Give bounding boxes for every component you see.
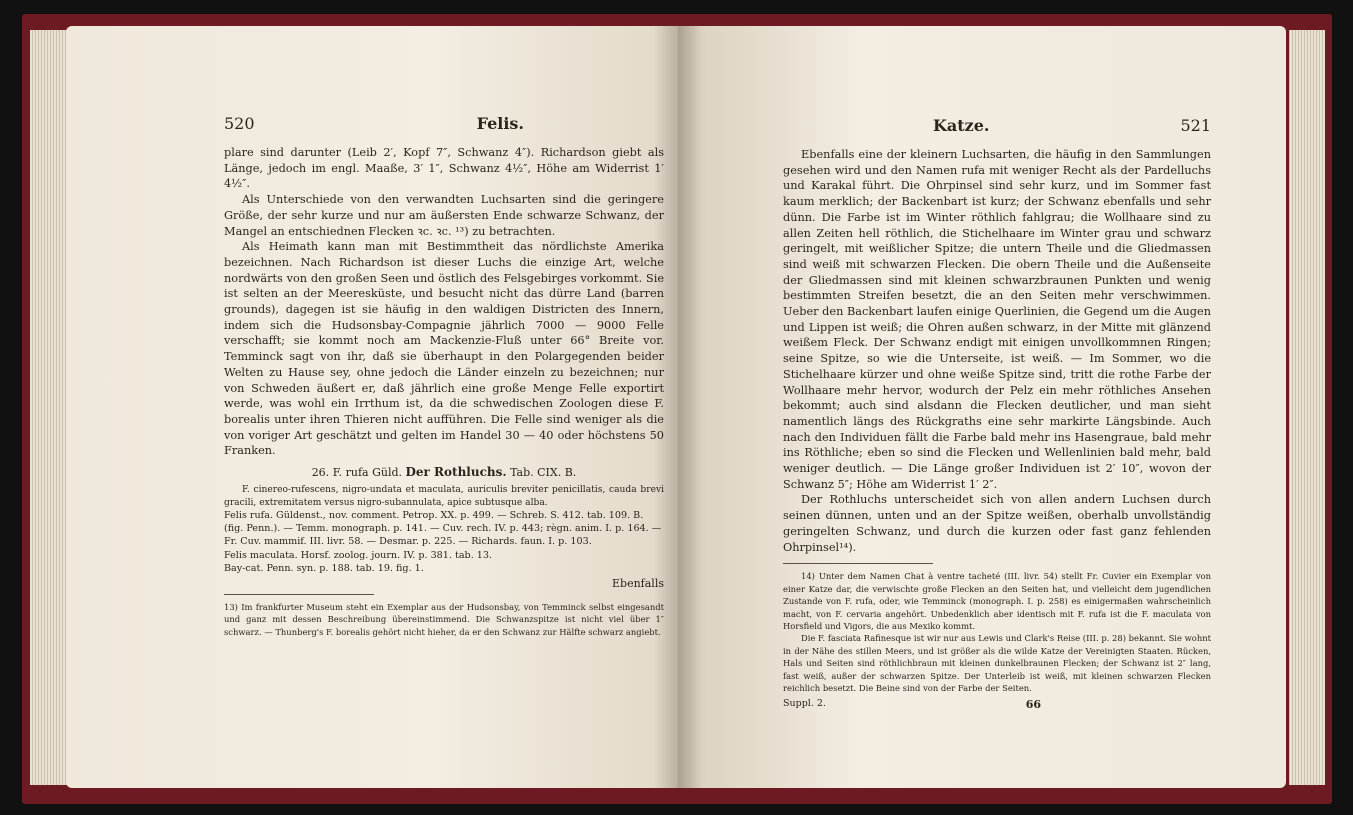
species-author: Güld. <box>372 466 403 480</box>
page-number: 521 <box>1180 116 1211 135</box>
page-number: 520 <box>224 114 255 133</box>
signature-mark: Suppl. 2. <box>783 698 826 710</box>
left-header <box>224 114 664 133</box>
species-latin: F. rufa <box>332 466 369 480</box>
species-german: Der Rothluchs. <box>405 465 507 480</box>
footnote-rule <box>224 594 374 595</box>
sheet-number: 66 <box>1025 698 1041 712</box>
footnote-rule <box>783 563 933 564</box>
synonym: Bay-cat. Penn. syn. p. 188. tab. 19. fig. 1. <box>224 562 424 574</box>
species-number: 26. <box>311 466 330 480</box>
diagnosis: F. cinereo-rufescens, nigro-undata et maculata, auriculis breviter penicillatis, cauda brevi gracili, extremitatem versus nigro-subannulata, apice subtusque alba. <box>224 485 664 508</box>
running-head: Katze. <box>933 116 990 135</box>
paragraph: Als Unterschiede von den verwandten Luchsarten sind die geringere Größe, der sehr kurze und nur am äußersten Ende schwarze Schwanz, der Mangel an entschiednen Flecken ꝛc. ꝛc. ¹³) zu betrachten. <box>224 193 664 238</box>
species-heading <box>224 465 664 479</box>
species-plate: Tab. CIX. B. <box>510 466 577 480</box>
synonym: Felis maculata. Horsf. zoolog. journ. IV. p. 381. tab. 13. <box>224 549 493 561</box>
paragraph: Als Heimath kann man mit Bestimmtheit das nördlichste Amerika bezeichnen. Nach Richardson ist dieser Luchs die einzige Art, welche nordwärts von den großen Seen und östlich des Felsgebirges vorkommt. Sie ist selten an der Meeresküste, und besucht nicht das dürre Land (barren grounds), dagegen ist sie häufig in den waldigen Districten des Innern, indem sich die Hudsonsbay-Compagnie jährlich 7000 — 9000 Felle verschafft; sie kommt noch am Mackenzie-Fluß unter 66° Breite vor. Temminck sagt von ihr, daß sie überhaupt in den Polargegenden beider Welten zu Hause sey, ohne jedoch die Länder einzeln zu bezeichnen; nur von Schweden äußert er, daß jährlich eine große Menge Felle exportirt werde, was wohl ein Irrthum ist, da die schwedischen Zoologen diese F. borealis unter ihren Thieren nicht aufführen. Die Felle sind weniger als die von voriger Art geschätzt und gelten im Handel 30 — 40 oder höchstens 50 Franken. <box>224 240 664 458</box>
running-head: Felis. <box>476 114 524 133</box>
catchword: Ebenfalls <box>612 577 664 591</box>
paragraph: Der Rothluchs unterscheidet sich von allen andern Luchsen durch seinen dünnen, unten und an der Spitze weißen, oberhalb unvollständig geringelten Schwanz, und durch die kurzen oder fast ganz fehlenden Ohrpinsel¹⁴). <box>783 493 1211 554</box>
synonym: Felis rufa. Güldenst., nov. comment. Petrop. XX. p. 499. — Schreb. S. 412. tab. 109. B. (fig. Penn.). — Temm. monograph. p. 141. — Cuv. rech. IV. p. 443; règn. anim. I. p. 164. — Fr. Cuv. mammif. III. livr. 58. — Desmar. p. 225. — Richards. faun. I. p. 103. <box>224 510 662 548</box>
footnote: 14) Unter dem Namen Chat à ventre tacheté (III. livr. 54) stellt Fr. Cuvier ein Exemplar von einer Katze dar, die verwischte große Flecken an den Seiten hat, und vielleicht dem jugendlichen Zustande von F. rufa, oder, wie Temminck (monograph. I. p. 258) es einigermaßen wahrscheinlich macht, von F. cervaria angehört. Unbedenklich aber identisch mit F. rufa ist die F. maculata von Horsfield und Vigors, die aus Mexiko kommt. <box>783 571 1211 631</box>
page-edges-right <box>1289 30 1325 785</box>
left-page <box>66 26 678 788</box>
paragraph: Ebenfalls eine der kleinern Luchsarten, die häufig in den Sammlungen gesehen wird und den Namen rufa mit weniger Recht als der Pardelluchs und Karakal führt. Die Ohrpinsel sind sehr kurz, und im Sommer fast kaum merklich; der Backenbart ist kurz; der Schwanz ebenfalls und sehr dünn. Die Farbe ist im Winter röthlich fahlgrau; die Wollhaare sind zu allen Zeiten hell röthlich, die Stichelhaare im Winter grau und schwarz geringelt, mit weißlicher Spitze; die untern Theile und die Gliedmassen sind weiß mit schwarzen Flecken. Die obern Theile und die Außenseite der Gliedmassen sind mit kleinen schwarzbraunen Punkten und wenig bestimmten Streifen besetzt, die an den Seiten mehr verschwimmen. Ueber den Backenbart laufen einige Querlinien, die Gegend um die Augen und Lippen ist weiß; die Ohren außen schwarz, in der Mitte mit glänzend weißem Fleck. Der Schwanz endigt mit einigen unvollkommnen Ringen; seine Spitze, so wie die Unterseite, ist weiß. — Im Sommer, wo die Stichelhaare kürzer und ohne weiße Spitze sind, tritt die rothe Farbe der Wollhaare mehr hervor, wodurch der Pelz ein mehr röthliches Ansehen bekommt; auch sind alsdann die Flecken deutlicher, und man sieht namentlich längs des Rückgraths eine sehr markirte Längsbinde. Auch nach den Individuen fällt die Farbe bald mehr ins Hasengraue, bald mehr ins Röthliche; eben so sind die Flecken und Wellenlinien bald mehr, bald weniger deutlich. — Die Länge großer Individuen ist 2′ 10″, wovon der Schwanz 5″; Höhe am Widerrist 1′ 2″. <box>783 148 1211 491</box>
left-page-content <box>224 114 664 638</box>
right-header <box>783 116 1211 135</box>
right-page <box>678 26 1286 788</box>
footnote: Die F. fasciata Rafinesque ist wir nur aus Lewis und Clark's Reise (III. p. 28) bekannt. Sie wohnt in der Nähe des stillen Meers, und ist größer als die wilde Katze der Vereinigten Staaten. Rücken, Hals und Seiten sind röthlichbraun mit kleinen dunkelbraunen Flecken; der Schwanz ist 2″ lang, fast weiß, außer der schwarzen Spitze. Der Unterleib ist weiß, mit kleinen schwarzen Flecken reichlich besetzt. Die Beine sind von der Farbe der Seiten. <box>783 633 1211 693</box>
paragraph: plare sind darunter (Leib 2′, Kopf 7″, Schwanz 4″). Richardson giebt als Länge, jedoch im engl. Maaße, 3′ 1″, Schwanz 4½″, Höhe am Widerrist 1′ 4½″. <box>224 146 664 191</box>
footnote: 13) Im frankfurter Museum steht ein Exemplar aus der Hudsonsbay, von Temminck selbst eingesandt und ganz mit dessen Beschreibung übereinstimmend. Die Schwanzspitze ist nicht viel über 1″ schwarz. — Thunberg's F. borealis gehört nicht hieher, da er den Schwanz zur Hälfte schwarz angiebt. <box>224 602 664 637</box>
right-page-content <box>783 116 1211 711</box>
page-bottom <box>783 698 1211 711</box>
